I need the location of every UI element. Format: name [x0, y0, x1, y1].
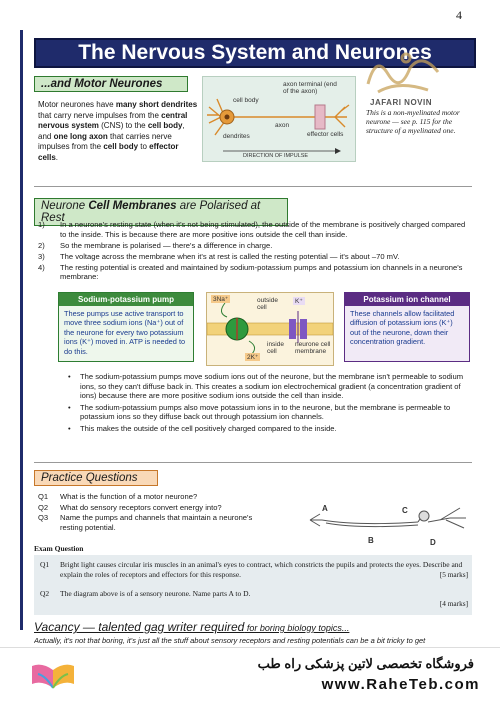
- label-2k: 2K⁺: [247, 354, 259, 361]
- motor-neurone-diagram: [202, 76, 356, 162]
- label-membrane: neurone cell membrane: [295, 341, 331, 355]
- marks-label: [5 marks]: [439, 570, 468, 579]
- practice-questions: [38, 492, 338, 533]
- list-item: 4) The resting potential is created and maintained by sodium-potassium pumps and potassium ion channels in a neurone's membrane:: [38, 262, 463, 282]
- motor-neurones-header: ...and Motor Neurones: [34, 76, 188, 92]
- motor-neurones-text: Motor neurones have many short dendrites that carry nerve impulses from the central nervous system (CNS) to the cell body, and one long axon that carries nerve impulses from the cell body to effector cells.: [38, 100, 198, 162]
- membrane-diagram: [206, 292, 334, 366]
- footer-url[interactable]: www.RaheTeb.com: [321, 676, 480, 693]
- label-c: C: [402, 506, 408, 515]
- label-3na: 3Na⁺: [213, 296, 229, 303]
- section-divider: [34, 462, 472, 463]
- watermark-text: JAFARI NOVIN: [370, 98, 433, 107]
- exam-question: Q2 The diagram above is of a sensory neurone. Name parts A to D.: [40, 589, 251, 598]
- membrane-points: [38, 220, 468, 284]
- arrow-head-icon: [335, 148, 341, 154]
- practice-header: Practice Questions: [34, 470, 158, 486]
- channel-title: Potassium ion channel: [345, 293, 469, 306]
- list-item: Q3 Name the pumps and channels that maintain a neurone's resting potential.: [38, 513, 253, 532]
- exam-question-box: [34, 555, 472, 615]
- section-divider: [34, 186, 472, 187]
- list-item: • The sodium-potassium pumps move sodium ions out of the neurone, but the membrane isn't permeable to sodium ions, so they can't diffuse back in. This creates a sodium ion electrochemical gradient (a concentration gradient of ions) because there are more positive sodium ions outside the cell than inside.: [68, 372, 464, 400]
- marks-label: [4 marks]: [439, 599, 468, 608]
- book-logo-icon: [30, 658, 76, 694]
- vacancy-heading: Vacancy — talented gag writer required for boring biology topics...: [34, 620, 350, 634]
- pump-title: Sodium-potassium pump: [59, 293, 193, 306]
- list-item: Q1 What is the function of a motor neurone?: [38, 492, 198, 501]
- vacancy-text: Actually, it's not that boring, it's just all the stuff about sensory receptors and resting potentials can be a bit tricky to get: [34, 636, 426, 645]
- exam-question-label: Exam Question: [34, 544, 84, 553]
- list-item: 1) In a neurone's resting state (when it's not being stimulated), the outside of the membrane is positively charged compared to the inside. This is because there are more positive ions outside the cell than inside.: [38, 220, 466, 239]
- list-item: • The sodium-potassium pumps also move potassium ions in to the neurone, but the membrane is permeable to potassium ions so they diffuse back out through potassium ion channels.: [68, 402, 451, 421]
- label-dendrites: dendrites: [223, 133, 250, 140]
- exam-question: Q1 Bright light causes circular iris muscles in an animal's eyes to contract, which constricts the pupils and protects the eyes. Describe and explain the roles of receptors and effectors for this response.: [40, 560, 463, 579]
- footer-banner: [0, 647, 500, 701]
- membrane-header: Neurone Cell Membranes are Polarised at Rest: [34, 198, 288, 226]
- pump-text: These pumps use active transport to move three sodium ions (Na⁺) out of the neurone for every two potassium ions (K⁺) moved in. ATP is needed to do this.: [64, 309, 186, 356]
- membrane-bullets: [68, 372, 468, 435]
- label-inside-cell: inside cell: [267, 341, 284, 355]
- watermark-logo: [358, 44, 454, 102]
- label-cell-body: cell body: [233, 97, 259, 104]
- list-item: Q2 What do sensory receptors convert energy into?: [38, 502, 222, 512]
- page-number: 4: [456, 8, 462, 22]
- label-effector-cells: effector cells: [307, 131, 344, 138]
- sodium-potassium-pump-box: [58, 292, 194, 362]
- label-axon: axon: [275, 122, 290, 129]
- label-b: B: [368, 536, 374, 545]
- myelinated-note: This is a non-myelinated motor neurone — see p. 115 for the structure of a myelinated one.: [366, 108, 460, 135]
- label-direction: DIRECTION OF IMPULSE: [243, 153, 309, 159]
- list-item: • This makes the outside of the cell positively charged compared to the inside.: [68, 423, 337, 433]
- page-title: The Nervous System and Neurones: [34, 38, 476, 68]
- channel-text: These channels allow facilitated diffusion of potassium ions (K⁺) out of the neurone, down their concentration gradient.: [350, 309, 455, 347]
- sensory-neurone-diagram: [300, 498, 470, 550]
- list-item: 2) So the membrane is polarised — there's a difference in charge.: [38, 240, 273, 250]
- label-outside-cell: outside cell: [257, 297, 278, 311]
- label-d: D: [430, 538, 436, 547]
- label-axon-terminal: axon terminal (end of the axon): [283, 81, 337, 95]
- list-item: 3) The voltage across the membrane when it's at rest is called the resting potential — it's about –70 mV.: [38, 251, 400, 261]
- potassium-channel-box: [344, 292, 470, 362]
- page-frame-line: [20, 30, 23, 630]
- footer-persian-text: فروشگاه تخصصی لاتین پزشکی راه طب: [257, 656, 474, 671]
- label-k-out: K⁺: [295, 298, 303, 305]
- label-a: A: [322, 504, 328, 513]
